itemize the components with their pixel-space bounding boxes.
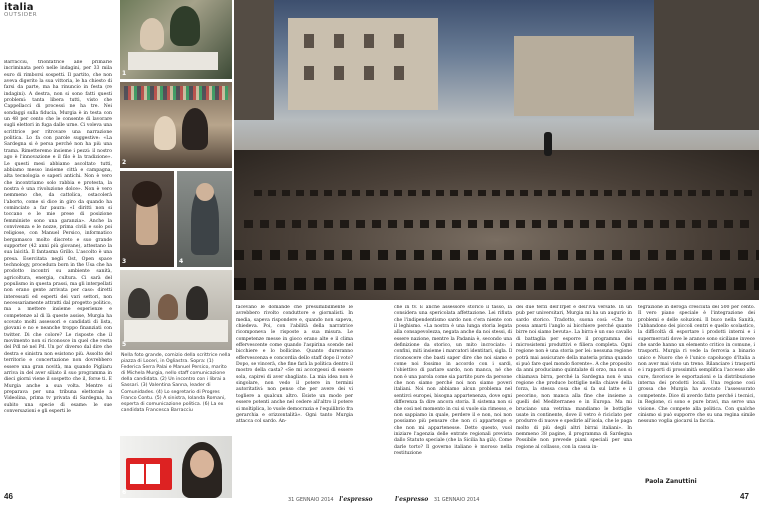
photo-number: 5 [122,341,127,348]
photo-number: 6 [122,489,127,496]
section-title: italia [4,2,34,13]
article-column-mid-3 [516,305,632,493]
footer-left [288,496,372,503]
photo-1 [120,0,232,79]
footer-date: 31 GENNAIO 2014 [288,497,334,503]
page-number-right: 47 [740,492,749,501]
photo-3 [120,171,174,267]
section-header [4,2,37,18]
photo-4 [177,171,232,267]
main-photo-rally-square [234,0,759,300]
photo-5 [120,270,232,350]
page-number-left: 46 [4,492,13,501]
photo-number: 4 [179,258,184,265]
photo-caption: Nella foto grande, comizio della scrittrice nella piazza di Loceri, in Ogliastra. Sopra: (1) Federica Serra Palai e Manuel Persico, marito di Michela Murgia, nello staff comunicazione della candidata. (2) Un incontro con i librai a Sassari. (3) Valentina Sanna, leader di Comunidades. (4) Lo segretario di Progres Franco Contu. (5) A sinistra, Iolanda Romani, esperta di comunicazione politica. (6) La ex candidata Francesca Barracciu [121,353,231,413]
footer-brand-logo: l'espresso [395,496,429,503]
photo-number: 1 [122,70,127,77]
building-left [234,0,274,120]
article-text: dei due terzi dell'Irpef e dell'Iva versate. In un pub per universitari, Murgia mi ha un augurio in sardo storico. Tradotto, suona così: «Che tu possa amarti l'anglo ai bicchiere perché quante birre noi siamo bevuta». La birra è un suo cavallo di battaglia per esporre il programma dei microsistemi produttivi e filiera completa. Ogni regione non è una storia per lei: nessuna regione potrà mai assicurare della materia prima quando si può fare quel mondo fiorente». A che proposito da anni produciamo quintalate di orzo, ma non si chiamava birra, perché la Sardegna non è una regione che produce bottiglie nella chiave della forza, la stessa cosa che si fa sul latte e il pecorino, non manca alla fine che insieme a quelli del Mediterraneo e in Europa. Ma mi bruciano una vetrina: mandiamo le bottiglie usate in continente, dove il vetro è riciclato per produrre di nuove e spedirle all'isola, che le paga molto di più degli altri birrai italiani». In nemmeno 38 pagine, il programma di Sardegna Possibile non prevede piani speciali per una regione al collasso, con la cassa in- [516,305,632,450]
article-text: facevano le domande che presumibilmente le avrebbero rivolto conduttore e giornalisti. In media, sapeva rispondere e, quando non sapeva, chiedeva. Poi, con l'abilità della narratrice ricomponeva le risposte a sua misura. Le competenze messe in gioco erano alte e il clima effervescente come quando l'aspirina scende nel bicchiere e lo bollicine. Quanto dureranno effervescenza e concordia dello staff dopo il voto? Dopo, se vincerà, che fine farà la politica dentro il mostro della casta? «Se mi accorgessi di essere sola, capirei di aver sbagliato. La mia idea non è singolare, non vedo il potere in termini autoritativi: non penso che per avere dei vi togliere a qualcun altro. Esiste un modo per essere potenti anche nel cedere all'altro il potere si moltiplica, lo vuole democrazia e l'equilibrio fra gerarchia e orizzontalità». Ogni tanto Murgia attacca col sardo. An- [236,305,353,425]
author-byline: Paola Zanuttini [645,478,697,485]
article-text: tegrazione in deroga cresciuta del 500 per cento. Il vero piano speciale è l'integrazione dei problemi e delle soluzioni. Il buco nella Sanità, l'abbandono dei piccoli centri e quello scolastico, la difficoltà di esportare i prodotti interni e i supermercati dove le arance sono siciliane invece che sarde hanno un elemento critico in comune, i trasporti. Murgia ri vede la ferrovia a binario unico e Nuoro che è l'unico capoluogo d'Italia a non aver mai visto un treno. Rilanciare i trasporti e i rapporti di prossimità semplifica l'accesso alle cure, favorisce le esportazioni e la distribuzione interna dei prodotti locali. Una regione così grossa che Murgia ha avocato l'assessorato competente. Dice di averdo fatto perché i tecnici, in Regione, ci sono e pure bravi, ma serve una visione. Che compete alla politica. Con qualche cinismo si può supporre che su una regina simile nessuno voglia giocarsi la faccia. [638,305,755,425]
building-center [288,18,438,110]
article-column-mid-2 [394,305,512,493]
building-right [514,36,634,116]
article-text: Barracciu, trionfatrice alle primarie incriminata però nelle indagini, per 33 mila euro di rimborsi sospetti. Il partito, che non aveva digerito la sua vittoria, le ha chiesto di farsi da parte, ma ha rinuncio in festa (re indagini). A destra, non si sono fatti questi problemi: tanta libera tutti, visto che Cappellacci di processi ne ha tre. Nei sondaggi sulla fiducia, Murgia è in testa con un 48 per cento che le consente di lavorare sugli elettori in fuga dalle urne. Ci voleva una scrittrice per ritrovare una narrazione politica. Lo fa con parole suggestive: «La Sardegna si è persa perché non ha più una trama. Rimetteremo insieme i pezzi: il nostro ago è l'innovazione e il filo è la tradizione». Le questi mesi abbiamo ascoltato tutti, abbiamo messo insieme città e campagna, alta tecnologia e saperi antichi. Non è vero che incontriamo solo rabbia e protesta, la nostra è una rivoluzione dolce». Non è vero nemmeno che, da cattolica, ostacolerà l'aborto, come si dice in giro da quando ha cominciato a far paura: «I diritti non si toccano e le mie prese di posizione femministe sono una garanzia». Anche la convivenza e le nozze, prima civili e solo poi religiose, con Manuel Persico, informatico bergamasco molto discreto e suo grande supporter (42 anni più giovane), attestano la sua laicità. Il fantasma Grillo. L'ascolto è una presa. Esercitata negli Ost, Open space technology, procedura born in the Usa che ha prodotto incontri su ambiente sanità, agricoltura, energia, cultura. Ci sarà del populismo in questa prassi, ma gli interpellati non erano gente arrivata per caso: diretti interessati ed esperti dei vari settori, non necessariamente attratti dal progetto politico, ma a mettere insieme esperienze e competenze al di là queste assise, Murgia ha scovato molti assessori e candidati di lista, giovani e no e neanche troppo finanziati con twitter. Di che colore? Le risposte che il movimento non si riconosce in quel che resta del Pdl né nel Pd. Un po' diverso dal dire che destra e sinistra non esistono più. Assolto del territorio e concertazione non dovrebbero essere una gran novità, ma quando Pigliaru arriva in del aver siliato il suo programma in dieci giorni viene il sospetto che il, forse ti. E Murgia anche a sua volta. Mentre si preparava per una tribuna elettorale a Videolina, prima tv privata di Sardegna, ha subito una specie di esame: le sue conversazioni e gli esperti le [4,60,112,414]
photo-2 [120,82,232,168]
article-column-left [4,60,112,488]
footer-right [395,496,479,503]
article-text: che in tv. È anche assessore storico il tasso, la considera una spericolata affettazione. Lei rifiuta che l'indipendentismo sardo non c'era niente con il leghismo. «La nostra è una lunga storia legata alla consapevolezza, negata anche da noi stessi, di essere nazione, mentre la Padania è, secondo una definizione da storico, un mito incrociato: i confini, miti insieme i marcatori identitari, sigla. Il riconoscere che basti saper dire che noi siamo e come noi fossimo in accordo con i sardi, l'obiettivo di parlare sardo, non manca, né che non è una parola come sia partito pure da persone che non siamo perché noi non siamo poveri italiani. Noi non abbiamo alcun problema nel sentirci europei, bisogna appartenenza, dove ogni differenza fa dire ancora storia. Il sistema non si che così nel momento in cui si vuole sia rimesso, e non sappiamo in quale, perdere il e non, noi non possiamo più pensare che non ci appartengo e che non mi appartenesse. Detto questo, vuol iniziare l'agenzia delle entrate regionali prevista dallo Statuto speciale (che la Sicilia ha già). Come darle torto? Il governo italiano è moroso nella restituzione [394,305,512,456]
article-column-right [638,305,755,477]
footer-date: 31 GENNAIO 2014 [433,497,480,503]
photo-number: 2 [122,159,127,166]
photo-6 [120,436,232,498]
footer-brand-logo: l'espresso [339,496,373,503]
speaker [544,132,552,156]
photo-number: 3 [122,258,127,265]
section-subtitle: OUTSIDER [4,12,38,18]
article-column-mid-1 [236,305,353,493]
